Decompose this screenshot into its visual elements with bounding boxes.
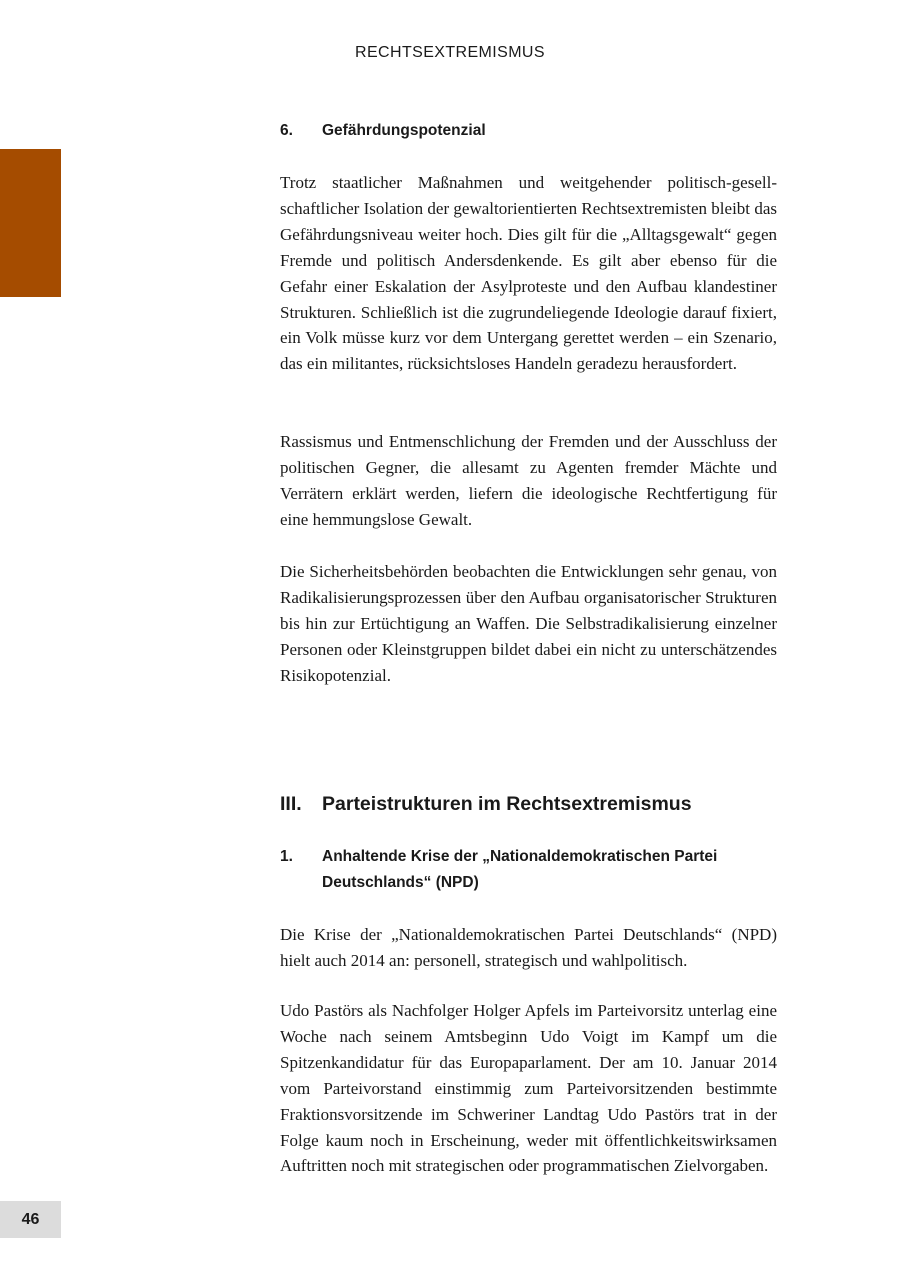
running-header: RECHTSEXTREMISMUS <box>355 44 545 61</box>
section-title: Gefährdungspotenzial <box>322 122 486 139</box>
chapter-number: III. <box>280 793 302 815</box>
section-heading-gefaehrdungspotenzial <box>280 118 777 144</box>
body-paragraph: Trotz staatlicher Maßnahmen und weitgehender politisch-gesellschaftlicher Isolation der gewaltorientierten Rechtsextremisten bleibt das Gefährdungsniveau weiter hoch. Dies gilt für die „Alltagsgewalt“ gegen Fremde und politisch Andersdenkende. Es gilt aber ebenso für die Gefahr einer Eskalation der Asylproteste und den Aufbau klandestiner Strukturen. Schließlich ist die zugrundeliegende Ideologie darauf fixiert, ein Volk müsse kurz vor dem Untergang gerettet werden – ein Szenario, das ein militantes, rücksichtsloses Handeln geradezu herausfordert. <box>280 173 777 374</box>
chapter-color-tab <box>0 149 61 297</box>
body-paragraph: Rassismus und Entmenschlichung der Fremden und der Ausschluss der politischen Gegner, die allesamt zu Agenten fremder Mächte und Verrätern erklärt werden, liefern die ideologische Rechtfertigung für eine hemmungslose Gewalt. <box>280 432 777 529</box>
chapter-title: Parteistrukturen im Rechtsextremismus <box>322 793 692 815</box>
section-number: 1. <box>280 848 293 865</box>
body-paragraph: Die Sicherheitsbehörden beobachten die Entwicklungen sehr genau, von Radikalisierungsprozessen über den Aufbau organisatorischer Strukturen bis hin zur Ertüchtigung an Waffen. Die Selbstradikalisierung einzelner Personen oder Kleinstgruppen bildet dabei ein nicht zu unterschätzendes Risikopotenzial. <box>280 562 777 685</box>
body-paragraph: Udo Pastörs als Nachfolger Holger Apfels im Parteivorsitz unterlag eine Woche nach seinem Amtsbeginn Udo Voigt im Kampf um die Spitzenkandidatur für das Europaparlament. Der am 10. Januar 2014 vom Parteivorstand einstimmig zum Parteivorsitzenden bestimmte Fraktionsvorsitzende im Schweriner Landtag Udo Pastörs trat in der Folge kaum noch in Erscheinung, weder mit öffentlichkeitswirksamen Auftritten noch mit strategischen oder programmatischen Zielvorgaben. <box>280 1001 777 1176</box>
section-heading-npd-krise <box>280 844 777 896</box>
page-number: 46 <box>0 1201 61 1238</box>
body-paragraph: Die Krise der „Nationaldemokratischen Partei Deutschlands“ (NPD) hielt auch 2014 an: personell, strategisch und wahlpolitisch. <box>280 925 777 970</box>
section-title: Anhaltende Krise der „Nationaldemokratischen Partei Deutschlands“ (NPD) <box>322 848 718 891</box>
section-number: 6. <box>280 122 293 139</box>
chapter-heading-parteistrukturen <box>280 790 777 818</box>
